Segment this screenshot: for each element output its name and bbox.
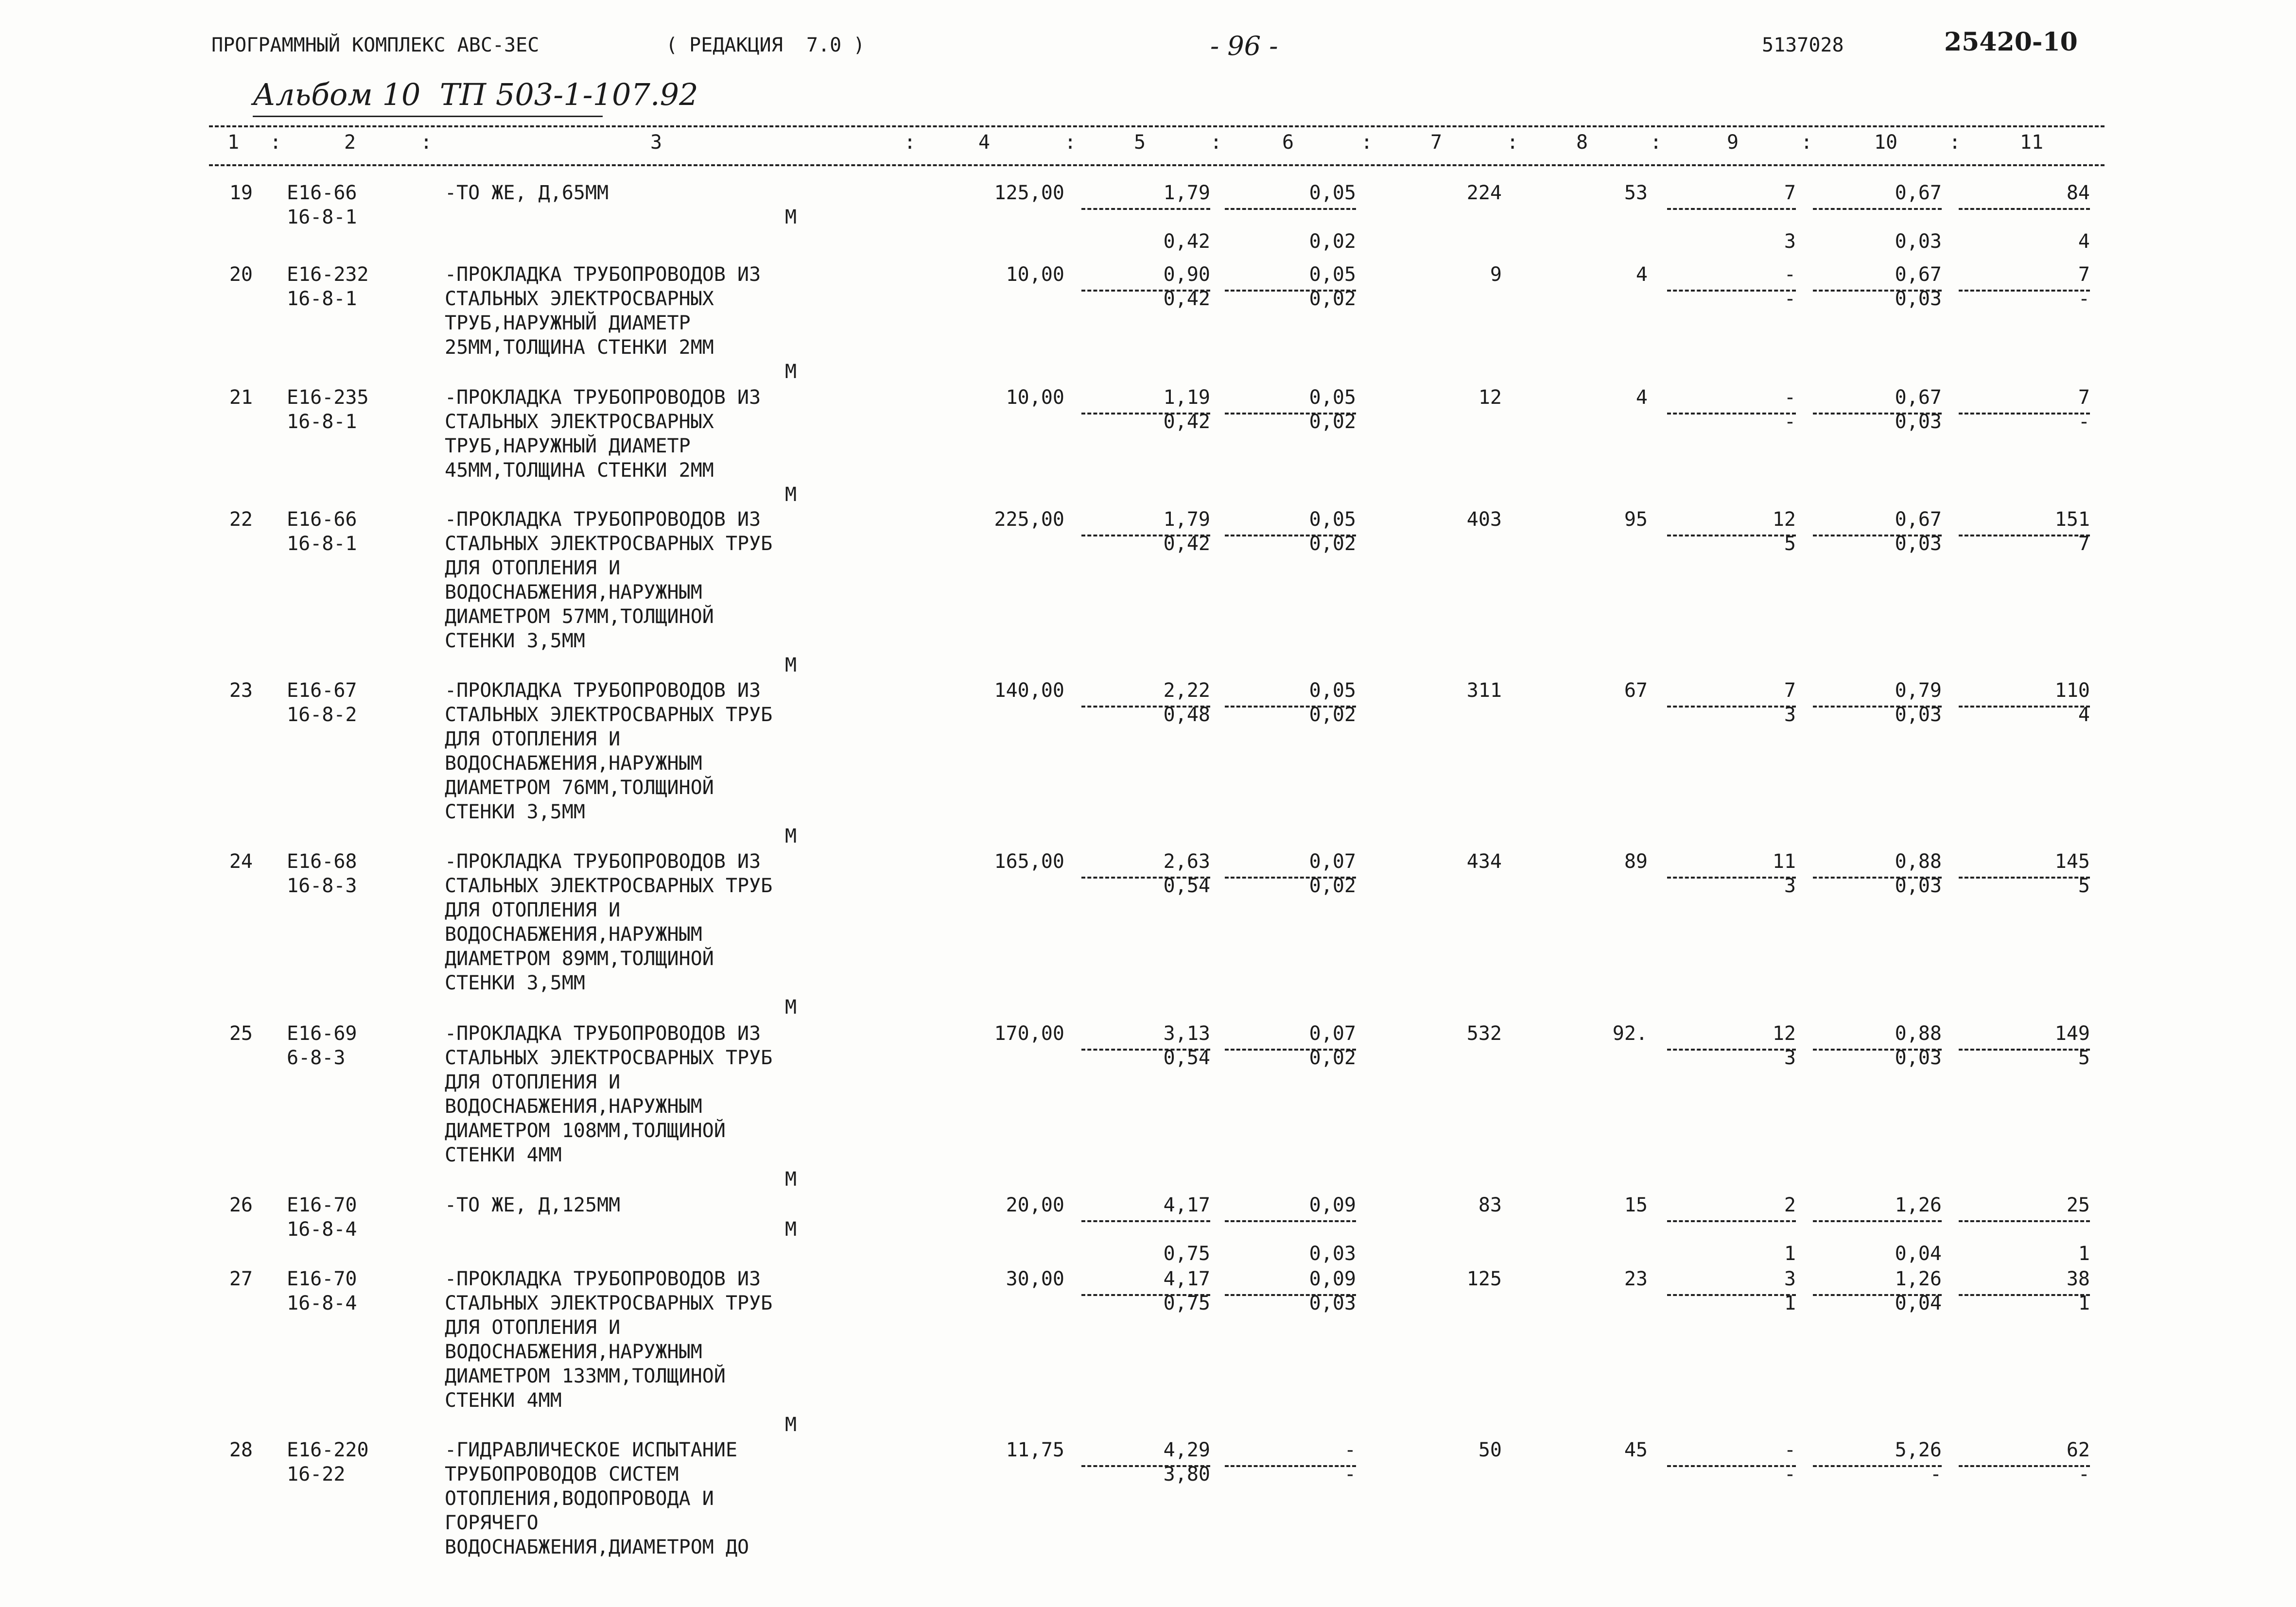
work-description-line: ВОДОСНАБЖЕНИЯ,НАРУЖНЫМ xyxy=(445,752,702,775)
fraction-rule xyxy=(1667,1220,1796,1222)
column-header: 10 xyxy=(1874,131,1898,154)
value-c8: 95 xyxy=(1624,508,1648,531)
value-c10b: 0,03 xyxy=(1895,875,1942,897)
work-description-line: -ТО ЖЕ, Д,125ММ xyxy=(445,1194,621,1216)
value-c8: 45 xyxy=(1624,1439,1648,1461)
value-c4: 165,00 xyxy=(994,850,1064,873)
work-description-line: ДЛЯ ОТОПЛЕНИЯ И xyxy=(445,1316,621,1339)
value-c6: 0,07 xyxy=(1309,1022,1356,1045)
value-c6: 0,09 xyxy=(1309,1194,1356,1216)
fraction-rule xyxy=(1081,1220,1210,1222)
value-c6b: 0,02 xyxy=(1309,704,1356,726)
value-c10b: - xyxy=(1930,1463,1942,1486)
value-c9: 7 xyxy=(1784,679,1796,702)
value-c7: 50 xyxy=(1478,1439,1502,1461)
column-header: 6 xyxy=(1282,131,1294,154)
work-description-line: СТАЛЬНЫХ ЭЛЕКТРОСВАРНЫХ xyxy=(445,288,714,310)
work-description-line: ДЛЯ ОТОПЛЕНИЯ И xyxy=(445,1071,621,1093)
value-c9: 12 xyxy=(1772,1022,1796,1045)
value-c10b: 0,03 xyxy=(1895,1047,1942,1069)
unit-label: М xyxy=(785,206,797,228)
work-description-line: -ПРОКЛАДКА ТРУБОПРОВОДОВ ИЗ xyxy=(445,508,761,531)
value-c11b: 7 xyxy=(2078,533,2090,555)
value-c4: 20,00 xyxy=(1006,1194,1064,1216)
value-c6: 0,05 xyxy=(1309,263,1356,286)
value-c5: 2,63 xyxy=(1163,850,1210,873)
column-header: 11 xyxy=(2019,131,2044,154)
value-c10b: 0,03 xyxy=(1895,704,1942,726)
value-c5b: 0,42 xyxy=(1163,230,1210,253)
header-bottom-rule xyxy=(209,164,2105,166)
work-description-line: ВОДОСНАБЖЕНИЯ,НАРУЖНЫМ xyxy=(445,1095,702,1118)
work-description-line: СТАЛЬНЫХ ЭЛЕКТРОСВАРНЫХ ТРУБ xyxy=(445,704,773,726)
work-description-line: ТРУБ,НАРУЖНЫЙ ДИАМЕТР xyxy=(445,435,691,457)
value-c9b: 1 xyxy=(1784,1243,1796,1265)
column-header: 1 xyxy=(227,131,240,154)
column-separator: : xyxy=(1361,131,1373,154)
rate-subcode: 16-8-1 xyxy=(287,206,357,228)
value-c7: 125 xyxy=(1466,1268,1502,1290)
work-description-line: ВОДОСНАБЖЕНИЯ,ДИАМЕТРОМ ДО xyxy=(445,1536,749,1558)
row-number: 24 xyxy=(229,850,253,873)
unit-label: М xyxy=(785,1414,797,1436)
value-c5: 1,79 xyxy=(1163,182,1210,204)
fraction-rule xyxy=(1813,208,1942,210)
work-description-line: ВОДОСНАБЖЕНИЯ,НАРУЖНЫМ xyxy=(445,923,702,946)
program-title: ПРОГРАММНЫЙ КОМПЛЕКС АВС-3ЕС xyxy=(211,34,539,56)
value-c6b: 0,02 xyxy=(1309,875,1356,897)
work-description-line: СТАЛЬНЫХ ЭЛЕКТРОСВАРНЫХ ТРУБ xyxy=(445,533,773,555)
work-description-line: ГОРЯЧЕГО xyxy=(445,1512,539,1534)
work-description-line: -ПРОКЛАДКА ТРУБОПРОВОДОВ ИЗ xyxy=(445,386,761,409)
value-c10: 0,67 xyxy=(1895,508,1942,531)
work-description-line: ОТОПЛЕНИЯ,ВОДОПРОВОДА И xyxy=(445,1487,714,1510)
work-description-line: СТАЛЬНЫХ ЭЛЕКТРОСВАРНЫХ ТРУБ xyxy=(445,875,773,897)
column-separator: : xyxy=(1507,131,1519,154)
row-number: 25 xyxy=(229,1022,253,1045)
column-separator: : xyxy=(270,131,282,154)
row-number: 23 xyxy=(229,679,253,702)
value-c4: 225,00 xyxy=(994,508,1064,531)
column-separator: : xyxy=(1650,131,1662,154)
work-description-line: ДИАМЕТРОМ 89ММ,ТОЛЩИНОЙ xyxy=(445,948,714,970)
rate-code: Е16-69 xyxy=(287,1022,357,1045)
value-c8: 4 xyxy=(1635,263,1648,286)
fraction-rule xyxy=(1081,208,1210,210)
document-code: 5137028 xyxy=(1762,34,1844,56)
value-c5: 4,29 xyxy=(1163,1439,1210,1461)
rate-code: Е16-67 xyxy=(287,679,357,702)
value-c7: 9 xyxy=(1490,263,1502,286)
value-c10b: 0,04 xyxy=(1895,1292,1942,1314)
value-c10: 0,79 xyxy=(1895,679,1942,702)
fraction-rule xyxy=(1959,1220,2090,1222)
value-c11b: 1 xyxy=(2078,1292,2090,1314)
value-c5: 1,19 xyxy=(1163,386,1210,409)
fraction-rule xyxy=(1225,1220,1356,1222)
rate-code: Е16-232 xyxy=(287,263,369,286)
rate-code: Е16-70 xyxy=(287,1268,357,1290)
rate-code: Е16-220 xyxy=(287,1439,369,1461)
rate-code: Е16-235 xyxy=(287,386,369,409)
value-c10: 0,67 xyxy=(1895,263,1942,286)
value-c10b: 0,03 xyxy=(1895,230,1942,253)
value-c10: 0,67 xyxy=(1895,386,1942,409)
work-description-line: ВОДОСНАБЖЕНИЯ,НАРУЖНЫМ xyxy=(445,581,702,604)
album-underline xyxy=(253,116,603,117)
value-c9: - xyxy=(1784,1439,1796,1461)
work-description-line: -ТО ЖЕ, Д,65ММ xyxy=(445,182,609,204)
value-c5b: 0,54 xyxy=(1163,875,1210,897)
value-c10b: 0,03 xyxy=(1895,411,1942,433)
value-c6: 0,07 xyxy=(1309,850,1356,873)
value-c9b: 1 xyxy=(1784,1292,1796,1314)
work-description-line: 45ММ,ТОЛЩИНА СТЕНКИ 2ММ xyxy=(445,459,714,482)
row-number: 21 xyxy=(229,386,253,409)
work-description-line: СТАЛЬНЫХ ЭЛЕКТРОСВАРНЫХ xyxy=(445,411,714,433)
value-c6b: 0,02 xyxy=(1309,230,1356,253)
value-c7: 224 xyxy=(1466,182,1502,204)
work-description-line: ТРУБ,НАРУЖНЫЙ ДИАМЕТР xyxy=(445,312,691,334)
value-c4: 10,00 xyxy=(1006,386,1064,409)
value-c5b: 0,42 xyxy=(1163,533,1210,555)
value-c11: 110 xyxy=(2054,679,2090,702)
value-c9: 2 xyxy=(1784,1194,1796,1216)
value-c7: 434 xyxy=(1466,850,1502,873)
album-title: Альбом 10 ТП 503-1-107.92 xyxy=(253,77,698,112)
work-description-line: ДЛЯ ОТОПЛЕНИЯ И xyxy=(445,899,621,921)
work-description-line: ДИАМЕТРОМ 108ММ,ТОЛЩИНОЙ xyxy=(445,1120,726,1142)
work-description-line: ВОДОСНАБЖЕНИЯ,НАРУЖНЫМ xyxy=(445,1341,702,1363)
row-number: 27 xyxy=(229,1268,253,1290)
value-c5: 4,17 xyxy=(1163,1194,1210,1216)
value-c8: 23 xyxy=(1624,1268,1648,1290)
fraction-rule xyxy=(1959,208,2090,210)
column-header: 2 xyxy=(344,131,356,154)
value-c7: 83 xyxy=(1478,1194,1502,1216)
rate-subcode: 16-8-4 xyxy=(287,1218,357,1241)
value-c10b: 0,03 xyxy=(1895,533,1942,555)
work-description-line: -ПРОКЛАДКА ТРУБОПРОВОДОВ ИЗ xyxy=(445,1268,761,1290)
rate-code: Е16-68 xyxy=(287,850,357,873)
value-c11: 84 xyxy=(2066,182,2090,204)
work-description-line: ДИАМЕТРОМ 76ММ,ТОЛЩИНОЙ xyxy=(445,777,714,799)
value-c11b: - xyxy=(2078,1463,2090,1486)
row-number: 26 xyxy=(229,1194,253,1216)
value-c6b: 0,02 xyxy=(1309,411,1356,433)
sheet-code: 25420-10 xyxy=(1944,27,2078,57)
rate-subcode: 16-8-3 xyxy=(287,875,357,897)
value-c6: - xyxy=(1344,1439,1356,1461)
value-c8: 15 xyxy=(1624,1194,1648,1216)
work-description-line: СТЕНКИ 4ММ xyxy=(445,1144,562,1166)
value-c6: 0,09 xyxy=(1309,1268,1356,1290)
value-c10: 0,67 xyxy=(1895,182,1942,204)
rate-code: Е16-70 xyxy=(287,1194,357,1216)
column-separator: : xyxy=(1210,131,1222,154)
value-c10b: 0,03 xyxy=(1895,288,1942,310)
value-c6b: 0,02 xyxy=(1309,533,1356,555)
work-description-line: СТЕНКИ 4ММ xyxy=(445,1389,562,1412)
value-c11b: - xyxy=(2078,411,2090,433)
value-c11b: 5 xyxy=(2078,875,2090,897)
value-c6b: 0,02 xyxy=(1309,288,1356,310)
value-c10: 1,26 xyxy=(1895,1194,1942,1216)
work-description-line: СТЕНКИ 3,5ММ xyxy=(445,630,585,652)
value-c8: 67 xyxy=(1624,679,1648,702)
value-c5b: 0,42 xyxy=(1163,288,1210,310)
value-c11b: 4 xyxy=(2078,230,2090,253)
value-c11: 7 xyxy=(2078,263,2090,286)
rate-subcode: 16-8-1 xyxy=(287,411,357,433)
value-c11b: 5 xyxy=(2078,1047,2090,1069)
column-header: 5 xyxy=(1133,131,1146,154)
unit-label: М xyxy=(785,996,797,1019)
rate-subcode: 16-8-4 xyxy=(287,1292,357,1314)
work-description-line: ДЛЯ ОТОПЛЕНИЯ И xyxy=(445,557,621,579)
column-header: 9 xyxy=(1726,131,1739,154)
value-c11: 145 xyxy=(2054,850,2090,873)
value-c10: 0,88 xyxy=(1895,850,1942,873)
value-c5b: 0,75 xyxy=(1163,1292,1210,1314)
value-c11: 25 xyxy=(2066,1194,2090,1216)
column-separator: : xyxy=(1801,131,1813,154)
value-c9b: 3 xyxy=(1784,875,1796,897)
column-header: 3 xyxy=(650,131,662,154)
value-c10b: 0,04 xyxy=(1895,1243,1942,1265)
rate-code: Е16-66 xyxy=(287,508,357,531)
value-c6: 0,05 xyxy=(1309,679,1356,702)
value-c5b: 0,75 xyxy=(1163,1243,1210,1265)
column-header: 7 xyxy=(1430,131,1443,154)
work-description-line: СТАЛЬНЫХ ЭЛЕКТРОСВАРНЫХ ТРУБ xyxy=(445,1047,773,1069)
value-c5b: 0,54 xyxy=(1163,1047,1210,1069)
value-c6: 0,05 xyxy=(1309,508,1356,531)
value-c5: 2,22 xyxy=(1163,679,1210,702)
value-c4: 30,00 xyxy=(1006,1268,1064,1290)
value-c9: - xyxy=(1784,386,1796,409)
value-c11b: 4 xyxy=(2078,704,2090,726)
fraction-rule xyxy=(1813,1220,1942,1222)
value-c6b: 0,03 xyxy=(1309,1243,1356,1265)
column-header: 4 xyxy=(978,131,991,154)
value-c11b: - xyxy=(2078,288,2090,310)
value-c4: 125,00 xyxy=(994,182,1064,204)
value-c8: 53 xyxy=(1624,182,1648,204)
row-number: 28 xyxy=(229,1439,253,1461)
value-c4: 10,00 xyxy=(1006,263,1064,286)
value-c9: 12 xyxy=(1772,508,1796,531)
unit-label: М xyxy=(785,484,797,506)
value-c9b: - xyxy=(1784,1463,1796,1486)
work-description-line: -ПРОКЛАДКА ТРУБОПРОВОДОВ ИЗ xyxy=(445,850,761,873)
work-description-line: -ПРОКЛАДКА ТРУБОПРОВОДОВ ИЗ xyxy=(445,1022,761,1045)
column-separator: : xyxy=(1949,131,1961,154)
value-c5: 1,79 xyxy=(1163,508,1210,531)
value-c7: 311 xyxy=(1466,679,1502,702)
value-c5: 0,90 xyxy=(1163,263,1210,286)
value-c9b: 3 xyxy=(1784,704,1796,726)
row-number: 19 xyxy=(229,182,253,204)
value-c7: 532 xyxy=(1466,1022,1502,1045)
unit-label: М xyxy=(785,1218,797,1241)
column-header: 8 xyxy=(1576,131,1588,154)
work-description-line: ДЛЯ ОТОПЛЕНИЯ И xyxy=(445,728,621,750)
work-description-line: -ПРОКЛАДКА ТРУБОПРОВОДОВ ИЗ xyxy=(445,263,761,286)
value-c5: 3,13 xyxy=(1163,1022,1210,1045)
fraction-rule xyxy=(1225,208,1356,210)
value-c9: - xyxy=(1784,263,1796,286)
value-c7: 403 xyxy=(1466,508,1502,531)
value-c9b: 3 xyxy=(1784,230,1796,253)
value-c9b: - xyxy=(1784,288,1796,310)
value-c9: 7 xyxy=(1784,182,1796,204)
value-c8: 92. xyxy=(1612,1022,1648,1045)
value-c10: 1,26 xyxy=(1895,1268,1942,1290)
work-description-line: СТЕНКИ 3,5ММ xyxy=(445,972,585,994)
row-number: 22 xyxy=(229,508,253,531)
unit-label: М xyxy=(785,654,797,676)
value-c7: 12 xyxy=(1478,386,1502,409)
work-description-line: ДИАМЕТРОМ 133ММ,ТОЛЩИНОЙ xyxy=(445,1365,726,1387)
value-c6b: - xyxy=(1344,1463,1356,1486)
value-c5: 4,17 xyxy=(1163,1268,1210,1290)
work-description-line: СТАЛЬНЫХ ЭЛЕКТРОСВАРНЫХ ТРУБ xyxy=(445,1292,773,1314)
value-c6b: 0,02 xyxy=(1309,1047,1356,1069)
value-c9b: 3 xyxy=(1784,1047,1796,1069)
rate-subcode: 6-8-3 xyxy=(287,1047,346,1069)
work-description-line: ДИАМЕТРОМ 57ММ,ТОЛЩИНОЙ xyxy=(445,605,714,628)
value-c11: 149 xyxy=(2054,1022,2090,1045)
rate-subcode: 16-22 xyxy=(287,1463,346,1486)
value-c9: 3 xyxy=(1784,1268,1796,1290)
rate-code: Е16-66 xyxy=(287,182,357,204)
edition-label: ( РЕДАКЦИЯ 7.0 ) xyxy=(666,34,865,56)
value-c10: 0,88 xyxy=(1895,1022,1942,1045)
work-description-line: СТЕНКИ 3,5ММ xyxy=(445,801,585,823)
rate-subcode: 16-8-1 xyxy=(287,533,357,555)
value-c5b: 0,42 xyxy=(1163,411,1210,433)
column-separator: : xyxy=(420,131,433,154)
rate-subcode: 16-8-2 xyxy=(287,704,357,726)
value-c5b: 3,80 xyxy=(1163,1463,1210,1486)
rate-subcode: 16-8-1 xyxy=(287,288,357,310)
value-c9b: 5 xyxy=(1784,533,1796,555)
column-separator: : xyxy=(904,131,916,154)
value-c4: 140,00 xyxy=(994,679,1064,702)
value-c4: 11,75 xyxy=(1006,1439,1064,1461)
value-c6: 0,05 xyxy=(1309,182,1356,204)
value-c4: 170,00 xyxy=(994,1022,1064,1045)
unit-label: М xyxy=(785,361,797,383)
work-description-line: ТРУБОПРОВОДОВ СИСТЕМ xyxy=(445,1463,679,1486)
work-description-line: -ГИДРАВЛИЧЕСКОЕ ИСПЫТАНИЕ xyxy=(445,1439,738,1461)
value-c11: 7 xyxy=(2078,386,2090,409)
unit-label: М xyxy=(785,825,797,847)
row-number: 20 xyxy=(229,263,253,286)
value-c11: 62 xyxy=(2066,1439,2090,1461)
value-c11: 38 xyxy=(2066,1268,2090,1290)
header-top-rule xyxy=(209,125,2105,127)
value-c8: 89 xyxy=(1624,850,1648,873)
value-c8: 4 xyxy=(1635,386,1648,409)
column-separator: : xyxy=(1064,131,1077,154)
value-c5b: 0,48 xyxy=(1163,704,1210,726)
fraction-rule xyxy=(1667,208,1796,210)
value-c11b: 1 xyxy=(2078,1243,2090,1265)
page-number: - 96 - xyxy=(1210,31,1278,61)
unit-label: М xyxy=(785,1168,797,1191)
value-c11: 151 xyxy=(2054,508,2090,531)
value-c6b: 0,03 xyxy=(1309,1292,1356,1314)
work-description-line: -ПРОКЛАДКА ТРУБОПРОВОДОВ ИЗ xyxy=(445,679,761,702)
value-c10: 5,26 xyxy=(1895,1439,1942,1461)
work-description-line: 25ММ,ТОЛЩИНА СТЕНКИ 2ММ xyxy=(445,336,714,359)
value-c9: 11 xyxy=(1772,850,1796,873)
value-c6: 0,05 xyxy=(1309,386,1356,409)
value-c9b: - xyxy=(1784,411,1796,433)
